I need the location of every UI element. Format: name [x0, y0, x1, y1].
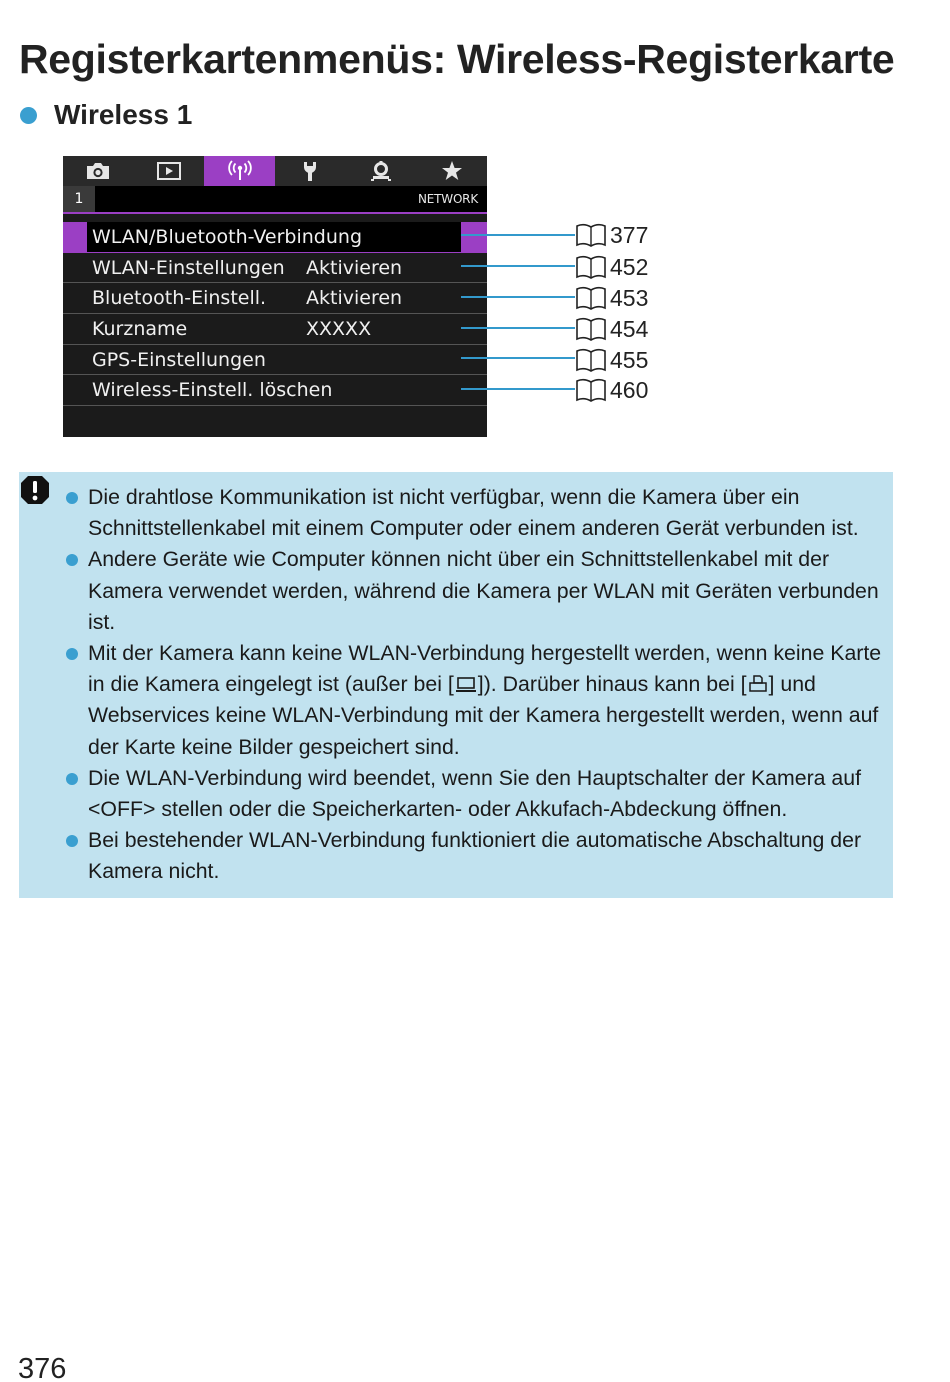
page-reference[interactable]: [575, 252, 648, 282]
tab-playback[interactable]: [134, 156, 205, 186]
caution-item: Bei bestehender WLAN-Verbindung funktioniert die automatische Abschaltung der Kamera nicht.: [19, 825, 893, 887]
menu-item-label: Bluetooth-Einstell.: [92, 287, 267, 310]
section-heading: [20, 97, 192, 133]
caution-item-text: ] und Webservices keine WLAN-Verbindung mit der Kamera hergestellt werden, wenn auf der Karte keine Bilder gespeichert sind.: [88, 672, 879, 759]
computer-icon: [455, 676, 477, 694]
caution-item-text: Mit der Kamera kann keine WLAN-Verbindung hergestellt werden, wenn keine Karte in die Kamera eingelegt ist (außer bei [: [88, 641, 882, 697]
menu-item-label: WLAN/Bluetooth-Verbindung: [92, 225, 363, 248]
menu-item-clear-wireless-settings[interactable]: [63, 375, 487, 406]
page-reference[interactable]: [575, 220, 648, 250]
camera-menu-list: [63, 222, 487, 406]
menu-item-nickname[interactable]: [63, 314, 487, 345]
caution-item: Andere Geräte wie Computer können nicht über ein Schnittstellenkabel mit der Kamera verwendet werden, während die Kamera per WLAN mit Geräten verbunden ist.: [19, 544, 893, 638]
camera-menu-screen: [63, 156, 487, 437]
printer-icon: [748, 674, 768, 694]
callout-line: [461, 327, 575, 329]
page-number: 376: [18, 1353, 67, 1382]
caution-item: Die WLAN-Verbindung wird beendet, wenn Sie den Hauptschalter der Kamera auf <OFF> stellen oder die Speicherkarten- oder Akkufach-Abdeckung öffnen.: [19, 763, 893, 825]
page-reference-number: 452: [610, 253, 649, 280]
page-reference-number: 453: [610, 284, 649, 311]
star-icon: [441, 160, 463, 182]
caution-box: [19, 472, 893, 898]
callout-line: [461, 265, 575, 267]
page-reference-number: 455: [610, 346, 649, 373]
bullet-dot-icon: [20, 107, 37, 124]
menu-item-gps-settings[interactable]: [63, 345, 487, 376]
page-reference-number: 454: [610, 315, 649, 342]
menu-item-value: XXXXX: [306, 317, 372, 340]
book-icon: [575, 222, 607, 248]
tab-setup[interactable]: [275, 156, 346, 186]
wireless-icon: [226, 160, 254, 182]
tab-custom-functions[interactable]: [346, 156, 417, 186]
menu-item-label: Wireless-Einstell. löschen: [92, 379, 333, 402]
subtab-name: NETWORK: [417, 192, 478, 206]
callout-line: [461, 357, 575, 359]
page-reference[interactable]: [575, 283, 648, 313]
callout-line: [461, 388, 575, 390]
book-icon: [575, 254, 607, 280]
page-reference[interactable]: [575, 375, 648, 405]
subtab-number[interactable]: 1: [63, 186, 95, 212]
caution-item: Die drahtlose Kommunikation ist nicht verfügbar, wenn die Kamera über ein Schnittstellenkabel mit einem Computer oder einem anderen Gerät verbunden ist.: [19, 482, 893, 544]
menu-item-value: Aktivieren: [306, 256, 403, 279]
tab-my-menu[interactable]: [416, 156, 487, 186]
caution-item-text: ]). Darüber hinaus kann bei [: [477, 672, 747, 697]
book-icon: [575, 347, 607, 373]
tab-wireless[interactable]: [204, 156, 275, 186]
play-icon: [156, 161, 182, 181]
menu-item-wlan-bluetooth-connection[interactable]: [63, 222, 487, 253]
book-icon: [575, 377, 607, 403]
caution-item: [19, 638, 893, 763]
page-reference-number: 377: [610, 221, 649, 248]
section-label: Wireless 1: [54, 99, 193, 130]
camera-tab-bar: [63, 156, 487, 186]
book-icon: [575, 316, 607, 342]
menu-item-bluetooth-settings[interactable]: [63, 283, 487, 314]
camera-icon: [85, 161, 111, 181]
menu-item-label: WLAN-Einstellungen: [92, 256, 285, 279]
menu-item-label: Kurzname: [92, 317, 188, 340]
page-reference[interactable]: [575, 314, 648, 344]
page-title: Registerkartenmenüs: Wireless-Registerkarte: [19, 36, 895, 82]
menu-item-wlan-settings[interactable]: [63, 253, 487, 284]
custom-function-icon: [368, 160, 394, 182]
callout-line: [461, 234, 575, 236]
wrench-icon: [299, 160, 321, 182]
menu-item-label: GPS-Einstellungen: [92, 348, 266, 371]
callout-line: [461, 296, 575, 298]
page-reference-number: 460: [610, 376, 649, 403]
menu-item-value: Aktivieren: [306, 287, 403, 310]
book-icon: [575, 285, 607, 311]
page-reference[interactable]: [575, 345, 648, 375]
tab-shooting[interactable]: [63, 156, 134, 186]
camera-subtab-bar: [63, 186, 487, 214]
caution-list: [19, 482, 893, 888]
